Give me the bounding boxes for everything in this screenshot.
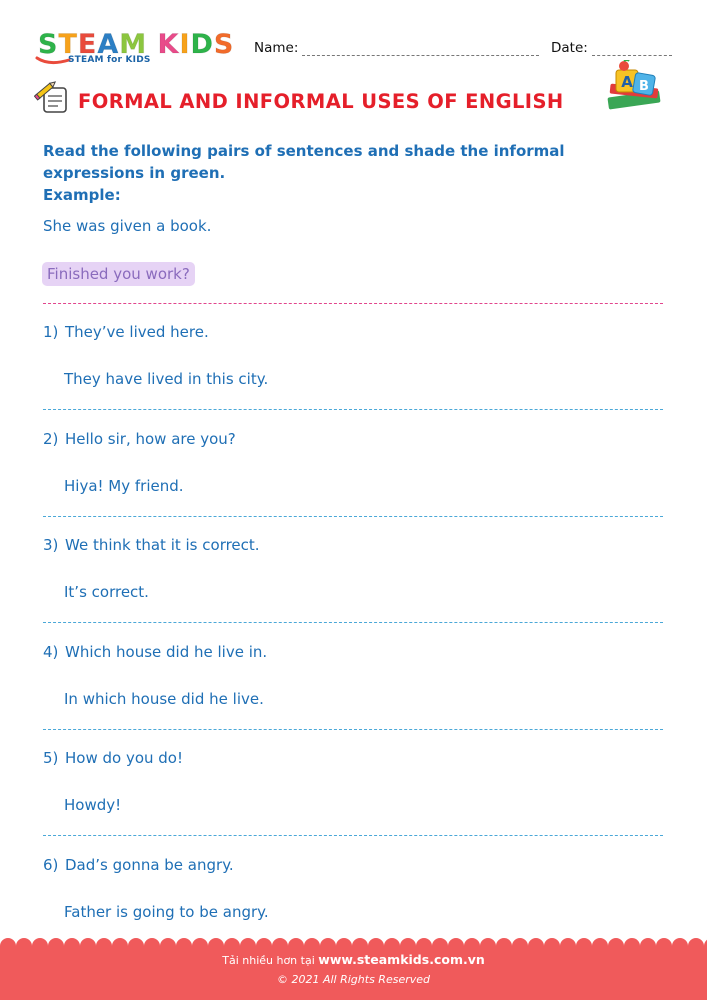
footer-website-link[interactable]: www.steamkids.com.vn (318, 952, 485, 967)
name-field[interactable] (302, 55, 539, 56)
date-field[interactable] (592, 55, 672, 56)
brand-subtitle: STEAM for KIDS (68, 55, 151, 65)
brand-letter: D (190, 29, 214, 60)
sentence-first[interactable]: They’ve lived here. (65, 323, 209, 341)
footer-download (0, 952, 707, 967)
divider (43, 622, 663, 623)
date-label: Date: (551, 40, 588, 56)
divider (43, 409, 663, 410)
example-label: Example: (43, 186, 121, 204)
question-number: 3) (43, 536, 59, 554)
question-number: 1) (43, 323, 59, 341)
sentence-second[interactable]: They have lived in this city. (64, 370, 269, 388)
example-formal-sentence: She was given a book. (43, 217, 212, 235)
sentence-first[interactable]: We think that it is correct. (65, 536, 260, 554)
divider (43, 303, 663, 304)
divider (43, 516, 663, 517)
sentence-second[interactable]: Hiya! My friend. (64, 476, 184, 495)
sentence-second[interactable]: Father is going to be angry. (64, 902, 269, 921)
books-icon (604, 60, 666, 114)
sentence-first[interactable]: How do you do! (65, 749, 184, 767)
brand-letter: I (179, 29, 191, 60)
footer-prefix: Tải nhiều hơn tại (222, 954, 315, 967)
brand-letter: A (97, 29, 120, 60)
sentence-first[interactable]: Which house did he live in. (65, 642, 268, 661)
brand-letter: K (157, 29, 180, 60)
sentence-second[interactable]: It’s correct. (64, 583, 149, 601)
svg-text:B: B (639, 79, 649, 94)
sentence-second[interactable]: In which house did he live. (64, 689, 264, 708)
footer-copyright: © 2021 All Rights Reserved (276, 973, 430, 986)
brand-letter: S (213, 29, 235, 60)
sentence-second[interactable]: Howdy! (64, 796, 122, 814)
question-number: 4) (43, 642, 59, 661)
instruction-text: Read the following pairs of sentences and shade the informal expressions in green. (43, 142, 565, 182)
pencil-note-icon (34, 80, 72, 116)
sentence-first[interactable]: Hello sir, how are you? (65, 429, 236, 448)
question-number: 5) (43, 749, 59, 767)
divider (43, 729, 663, 730)
example-informal-highlight: Finished you work? (42, 262, 195, 286)
brand-letter: T (58, 29, 78, 60)
question-number: 6) (43, 855, 59, 874)
brand-letter: M (119, 29, 148, 60)
brand-letter: S (38, 29, 59, 60)
name-label: Name: (254, 40, 299, 56)
question-number: 2) (43, 429, 59, 448)
brand-letter: E (77, 29, 98, 60)
svg-text:A: A (621, 73, 633, 91)
sentence-first[interactable]: Dad’s gonna be angry. (65, 855, 234, 874)
divider (43, 835, 663, 836)
page-title: FORMAL AND INFORMAL USES OF ENGLISH (78, 90, 564, 113)
